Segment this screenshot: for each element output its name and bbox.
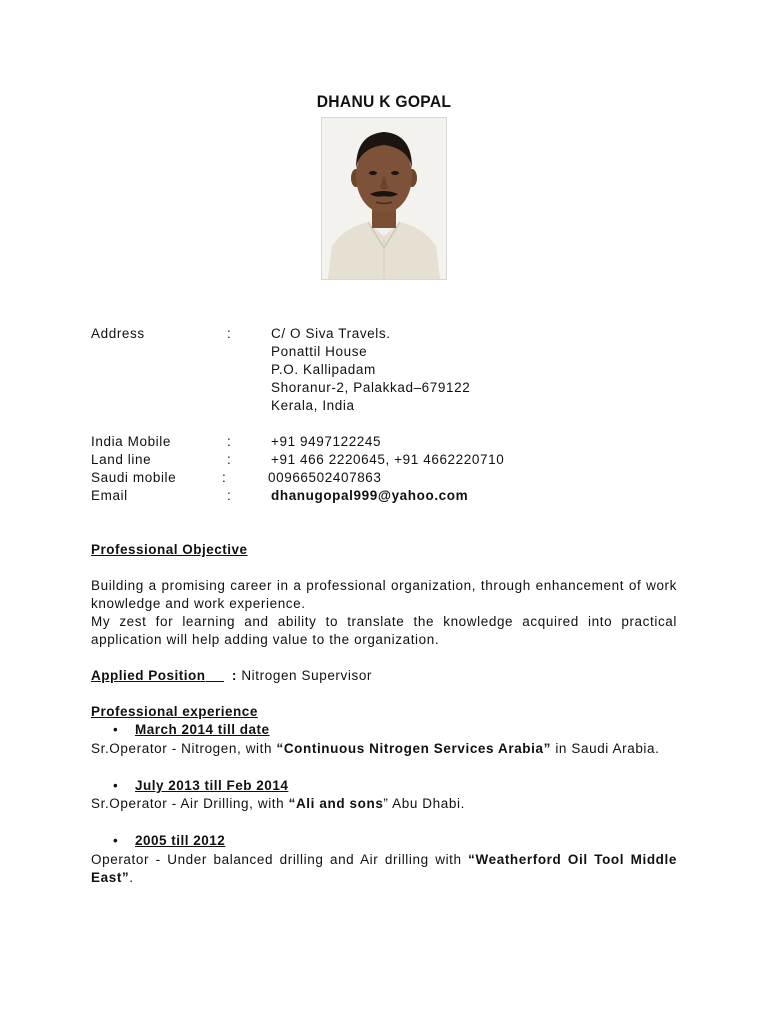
address-line: Ponattil House	[271, 344, 368, 359]
location-text: in Saudi Arabia.	[550, 741, 660, 756]
landline-value: +91 466 2220645, +91 4662220710	[271, 452, 505, 467]
colon: :	[227, 326, 232, 341]
bullet-icon: •	[113, 833, 119, 848]
applied-position-label: Applied Position	[91, 668, 206, 683]
address-line: C/ O Siva Travels.	[271, 326, 391, 341]
address-line: P.O. Kallipadam	[271, 362, 376, 377]
period-text: 2005 till 2012	[135, 833, 226, 848]
period-text: March 2014 till date	[135, 722, 270, 737]
saudi-mobile-value: 00966502407863	[268, 470, 382, 485]
company-name: “Weatherford Oil Tool Middle East”	[91, 852, 677, 885]
email-label: Email	[91, 488, 128, 503]
experience-period	[113, 721, 270, 739]
objective-heading: Professional Objective	[91, 542, 248, 557]
landline-label: Land line	[91, 452, 152, 467]
address-line: Kerala, India	[271, 398, 355, 413]
role-text: Sr.Operator - Nitrogen, with	[91, 741, 277, 756]
experience-period	[113, 832, 225, 850]
india-mobile-label: India Mobile	[91, 434, 171, 449]
experience-description	[91, 740, 660, 758]
bullet-icon: •	[113, 722, 119, 737]
location-text: .	[129, 870, 134, 885]
applied-position-row	[91, 667, 372, 685]
bullet-icon: •	[113, 778, 119, 793]
profile-photo	[321, 117, 447, 280]
colon: :	[222, 470, 227, 485]
location-text: ” Abu Dhabi.	[383, 796, 465, 811]
role-text: Operator - Under balanced drilling and Air drilling with	[91, 852, 469, 867]
colon: :	[227, 452, 232, 467]
period-text: July 2013 till Feb 2014	[135, 778, 289, 793]
role-text: Sr.Operator - Air Drilling, with	[91, 796, 289, 811]
applied-position-value: Nitrogen Supervisor	[241, 668, 373, 683]
company-name: “Continuous Nitrogen Services Arabia”	[276, 741, 551, 756]
saudi-mobile-label: Saudi mobile	[91, 470, 177, 485]
india-mobile-value: +91 9497122245	[271, 434, 382, 449]
experience-description	[91, 795, 465, 813]
colon: :	[227, 488, 232, 503]
experience-period	[113, 777, 288, 795]
company-name: “Ali and sons	[288, 796, 384, 811]
objective-paragraph: Building a promising career in a professional organization, through enhancement of work knowledge and work experience.	[91, 578, 677, 611]
applied-position-colon: :	[231, 668, 237, 683]
objective-paragraph: My zest for learning and ability to translate the knowledge acquired into practical application will help adding value to the organization.	[91, 614, 677, 647]
candidate-name: DHANU K GOPAL	[316, 92, 452, 111]
address-label: Address	[91, 326, 145, 341]
experience-description	[91, 851, 677, 887]
colon: :	[227, 434, 232, 449]
address-line: Shoranur-2, Palakkad–679122	[271, 380, 471, 395]
email-value: dhanugopal999@yahoo.com	[271, 488, 469, 503]
experience-heading: Professional experience	[91, 704, 258, 719]
